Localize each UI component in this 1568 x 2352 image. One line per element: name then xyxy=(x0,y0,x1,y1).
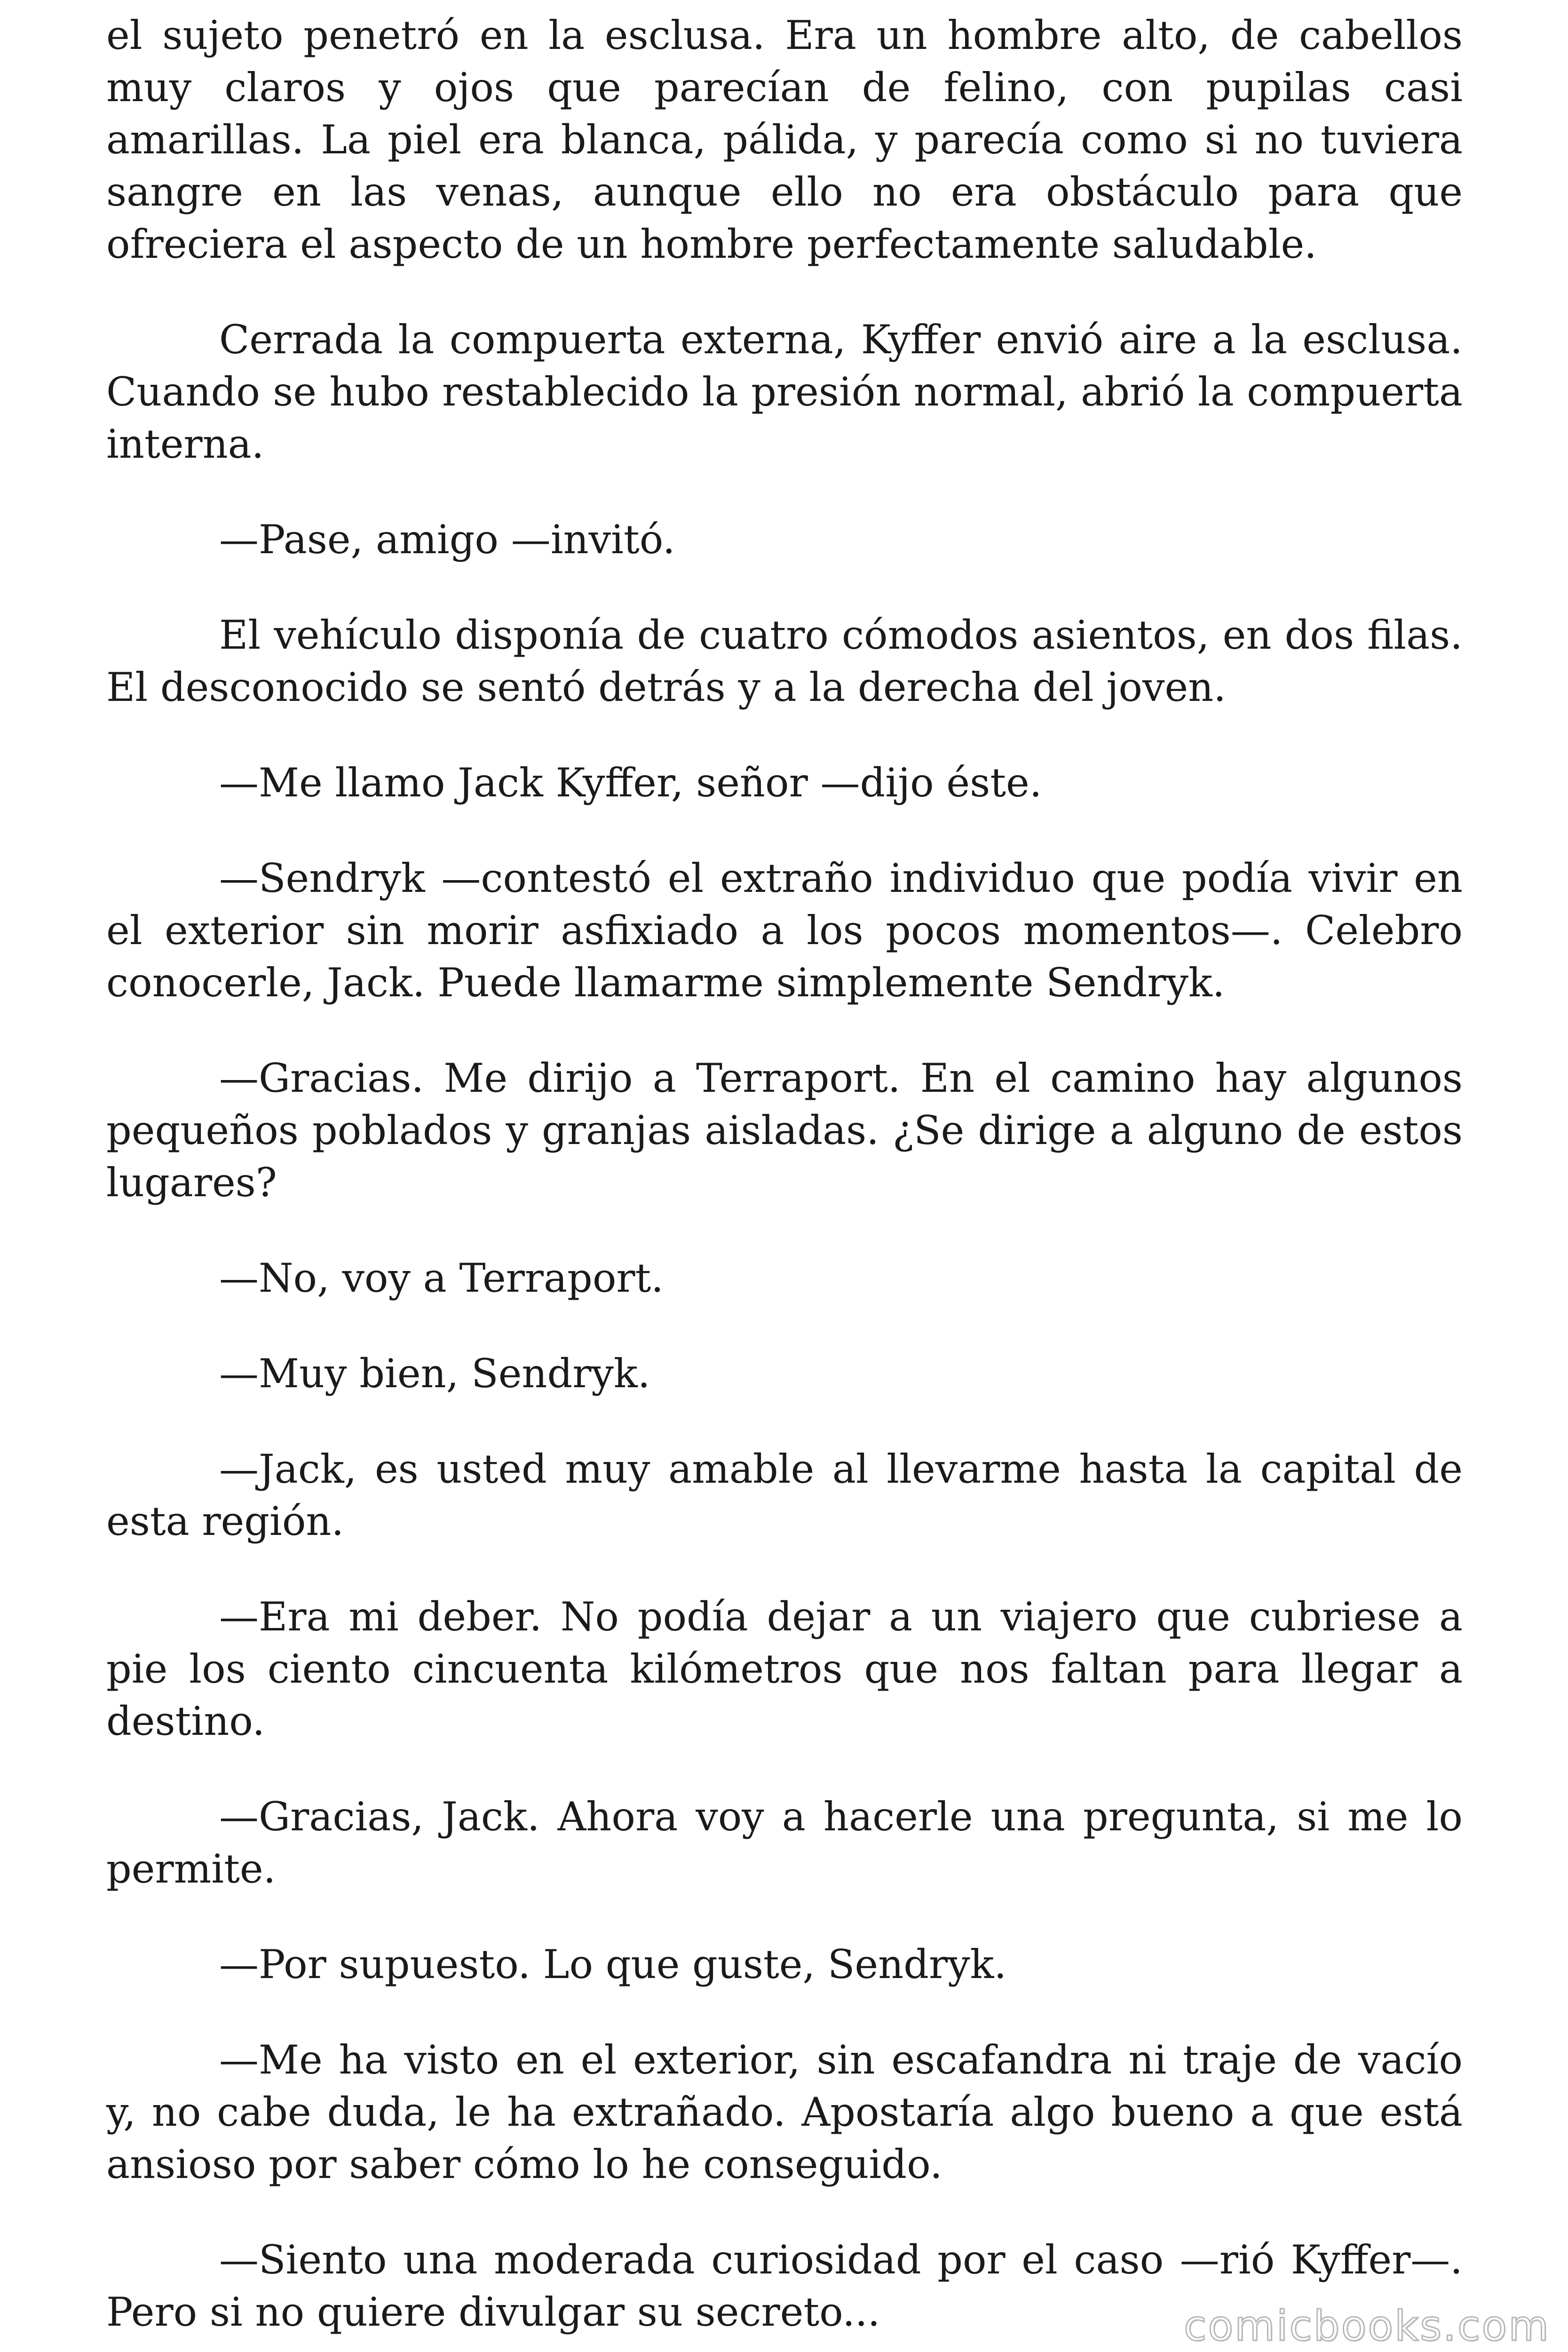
paragraph-4: El vehículo disponía de cuatro cómodos asientos, en dos filas. El desconocido se sentó detrás y a la derecha del joven. xyxy=(106,612,1463,710)
paragraph-2: Cerrada la compuerta externa, Kyffer envió aire a la esclusa. Cuando se hubo restablecido la presión normal, abrió la compuerta interna. xyxy=(106,317,1463,467)
paragraph-13: —Por supuesto. Lo que guste, Sendryk. xyxy=(219,1941,1007,1987)
paragraph-14: —Me ha visto en el exterior, sin escafandra ni traje de vacío y, no cabe duda, le ha extrañado. Apostaría algo bueno a que está ansioso por saber cómo lo he conseguido. xyxy=(106,2037,1463,2187)
paragraph-7: —Gracias. Me dirijo a Terraport. En el camino hay algunos pequeños poblados y granjas aisladas. ¿Se dirige a alguno de estos lugares? xyxy=(106,1055,1463,1206)
paragraph-6: —Sendryk —contestó el extraño individuo que podía vivir en el exterior sin morir asfixiado a los pocos momentos—. Celebro conocerle, Jack. Puede llamarme simplemente Sendryk. xyxy=(106,855,1463,1006)
watermark-logo: comicbooks.com xyxy=(1183,2302,1550,2350)
paragraph-8: —No, voy a Terraport. xyxy=(219,1255,664,1301)
paragraph-15: —Siento una moderada curiosidad por el caso —rió Kyffer—. Pero si no quiere divulgar su secreto... xyxy=(106,2237,1463,2335)
paragraph-9: —Muy bien, Sendryk. xyxy=(219,1351,650,1397)
paragraph-3: —Pase, amigo —invitó. xyxy=(219,516,675,563)
page-body-text xyxy=(106,9,1463,2352)
paragraph-1: el sujeto penetró en la esclusa. Era un hombre alto, de cabellos muy claros y ojos que parecían de felino, con pupilas casi amarillas. La piel era blanca, pálida, y parecía como si no tuviera sangre en las venas, aunque ello no era obstáculo para que ofreciera el aspecto de un hombre perfectamente saludable. xyxy=(106,12,1463,267)
paragraph-11: —Era mi deber. No podía dejar a un viajero que cubriese a pie los ciento cincuenta kilómetros que nos faltan para llegar a destino. xyxy=(106,1594,1463,1744)
paragraph-12: —Gracias, Jack. Ahora voy a hacerle una pregunta, si me lo permite. xyxy=(106,1794,1463,1892)
paragraph-10: —Jack, es usted muy amable al llevarme hasta la capital de esta región. xyxy=(106,1446,1463,1544)
paragraph-5: —Me llamo Jack Kyffer, señor —dijo éste. xyxy=(219,760,1042,806)
